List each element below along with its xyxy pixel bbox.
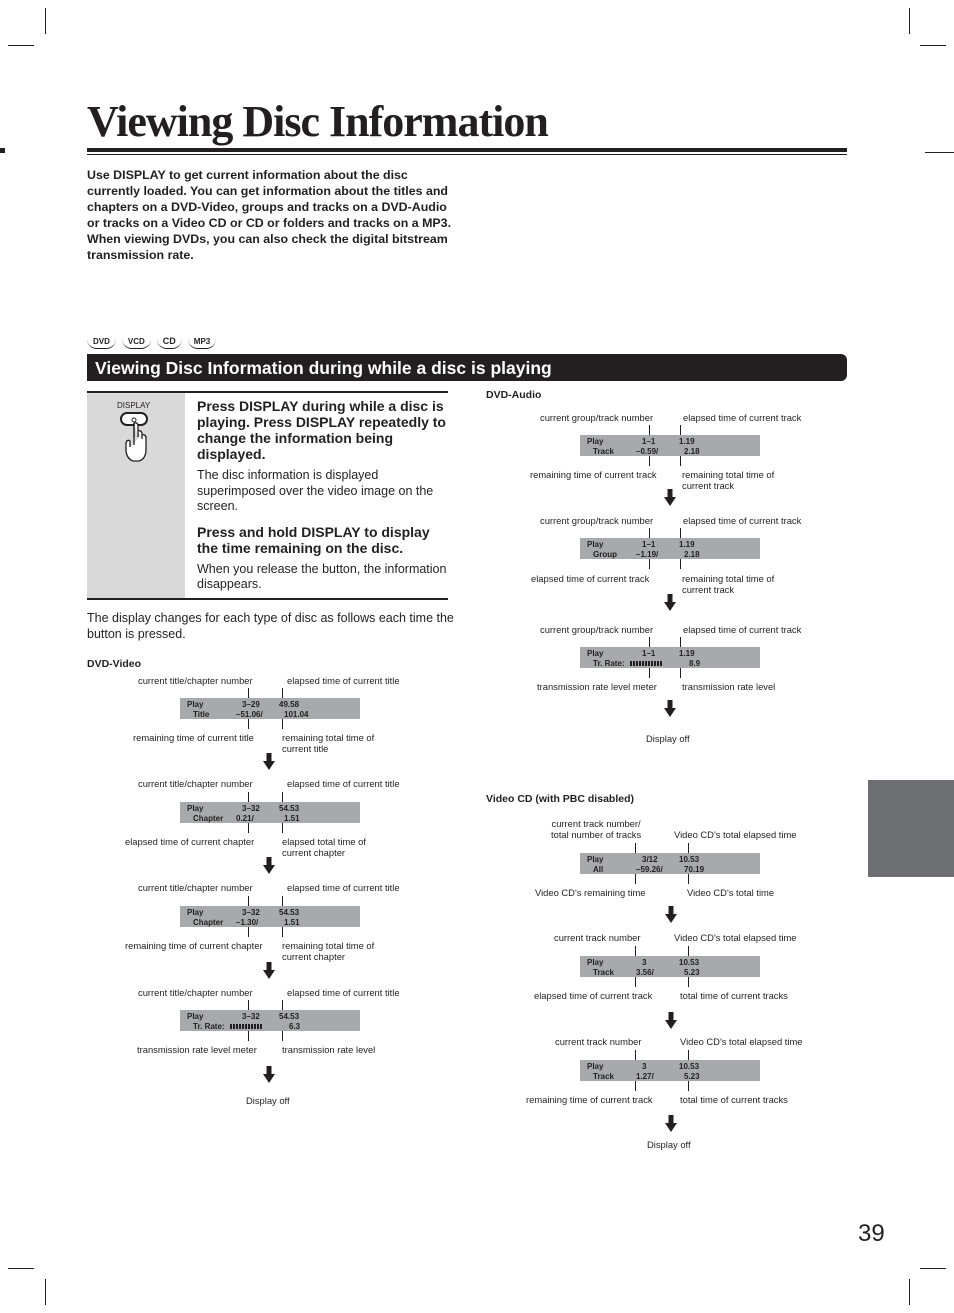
display-value: Play	[187, 908, 204, 917]
display-value: Group	[593, 550, 617, 559]
display-value: 3–32	[242, 908, 260, 917]
leader-line	[688, 1081, 689, 1091]
display-value: –59.26/	[636, 865, 663, 874]
top-right-label: Video CD's total elapsed time	[674, 829, 797, 840]
display-value: 1.51	[284, 918, 300, 927]
leader-line	[248, 896, 249, 906]
bottom-right-label: remaining total time of current track	[682, 573, 775, 595]
bottom-left-label: remaining time of current track	[526, 1094, 653, 1105]
display-value: 2.18	[684, 550, 700, 559]
leader-line	[688, 843, 689, 853]
display-value: Chapter	[193, 918, 224, 927]
registration-mark	[925, 152, 954, 153]
badge-mp3: MP3	[188, 336, 216, 349]
step-body-2: When you release the button, the information disappears.	[197, 561, 447, 591]
crop-mark	[8, 45, 34, 46]
display-value: Play	[587, 855, 604, 864]
leader-line	[248, 823, 249, 833]
display-value: 1.19	[679, 540, 695, 549]
leader-line	[635, 843, 636, 853]
bottom-left-label: remaining time of current track	[530, 469, 657, 480]
top-left-label: current track number	[555, 1036, 642, 1047]
top-right-label: elapsed time of current title	[287, 882, 400, 893]
title-rule	[87, 148, 847, 152]
leader-line	[680, 559, 681, 569]
display-screen	[580, 853, 760, 874]
section-title: Viewing Disc Information during while a disc is playing	[95, 358, 552, 378]
dvd-video-display-off: Display off	[246, 1095, 290, 1106]
registration-mark	[0, 148, 5, 153]
crop-mark	[909, 1279, 910, 1305]
badge-vcd: VCD	[122, 336, 151, 349]
display-changes-text: The display changes for each type of disc as follows each time the button is pressed.	[87, 611, 454, 641]
display-value: Play	[587, 540, 604, 549]
display-value: 1.27/	[636, 1072, 654, 1081]
bottom-right-label: total time of current tracks	[680, 990, 788, 1001]
display-value: –1.19/	[636, 550, 659, 559]
leader-line	[282, 896, 283, 906]
crop-mark	[920, 1268, 946, 1269]
down-arrow-icon	[263, 753, 275, 770]
display-value: Play	[587, 1062, 604, 1071]
leader-line	[635, 1081, 636, 1091]
rate-level-meter	[230, 1022, 263, 1031]
top-right-label: elapsed time of current title	[287, 778, 400, 789]
display-value: 101.04	[284, 710, 309, 719]
leader-line	[680, 456, 681, 466]
crop-mark	[45, 8, 46, 34]
leader-line	[680, 668, 681, 678]
display-value: 1.19	[679, 437, 695, 446]
display-value: 3/12	[642, 855, 658, 864]
display-value: 54.53	[279, 1012, 300, 1021]
display-value: –51.06/	[236, 710, 263, 719]
bottom-left-label: transmission rate level meter	[537, 681, 657, 692]
display-value: 10.53	[679, 855, 700, 864]
crop-mark	[920, 45, 946, 46]
display-value: 3–32	[242, 804, 260, 813]
display-value: Play	[587, 437, 604, 446]
leader-line	[635, 1050, 636, 1060]
display-screen	[180, 698, 360, 719]
leader-line	[635, 977, 636, 987]
top-right-label: elapsed time of current track	[683, 412, 802, 423]
display-value: 3–32	[242, 1012, 260, 1021]
display-value: 3–29	[242, 700, 260, 709]
bottom-right-label: transmission rate level	[682, 681, 776, 692]
display-value: 0.21/	[236, 814, 254, 823]
display-screen	[580, 538, 760, 559]
leader-line	[248, 719, 249, 729]
display-value: Play	[587, 649, 604, 658]
bottom-right-label: remaining total time of current chapter	[282, 940, 375, 962]
display-value: Title	[193, 710, 210, 719]
bottom-right-label: remaining total time of current title	[282, 732, 375, 754]
bottom-right-label: elapsed total time of current chapter	[282, 836, 366, 858]
display-value: 3.56/	[636, 968, 654, 977]
display-value: 1.51	[284, 814, 300, 823]
bottom-left-label: Video CD's remaining time	[535, 887, 646, 898]
top-right-label: elapsed time of current title	[287, 987, 400, 998]
top-left-label: current group/track number	[540, 624, 654, 635]
display-value: 2.18	[684, 447, 700, 456]
display-value: Play	[187, 1012, 204, 1021]
badge-dvd: DVD	[87, 336, 116, 349]
top-left-label: current title/chapter number	[138, 675, 253, 686]
display-value: 10.53	[679, 1062, 700, 1071]
leader-line	[688, 1050, 689, 1060]
down-arrow-icon	[664, 594, 676, 611]
page-number: 39	[858, 1220, 885, 1247]
bottom-right-label: Video CD's total time	[687, 887, 775, 898]
step-box	[87, 391, 448, 600]
top-left-label: current group/track number	[540, 412, 654, 423]
display-value: 1.19	[679, 649, 695, 658]
bottom-left-label: transmission rate level meter	[137, 1044, 257, 1055]
display-value: 3	[642, 958, 647, 967]
leader-line	[282, 1000, 283, 1010]
step-content	[197, 398, 447, 602]
display-value: All	[593, 865, 604, 874]
leader-line	[649, 668, 650, 678]
leader-line	[688, 874, 689, 884]
bottom-left-label: elapsed time of current chapter	[125, 836, 255, 847]
step-heading-2: Press and hold DISPLAY to display the time remaining on the disc.	[197, 523, 430, 556]
dvd-audio-label: DVD-Audio	[486, 389, 542, 401]
leader-line	[635, 874, 636, 884]
top-left-label: current title/chapter number	[138, 987, 253, 998]
leader-line	[635, 946, 636, 956]
display-value: 5.23	[684, 968, 700, 977]
leader-line	[680, 425, 681, 435]
display-value: Play	[187, 804, 204, 813]
display-value: 1–1	[642, 540, 656, 549]
top-right-label: elapsed time of current title	[287, 675, 400, 686]
hand-press-icon	[117, 411, 159, 465]
leader-line	[248, 792, 249, 802]
display-value: 54.53	[279, 908, 300, 917]
bottom-left-label: elapsed time of current track	[531, 573, 650, 584]
display-value: Play	[187, 700, 204, 709]
top-left-label: current group/track number	[540, 515, 654, 526]
dvd-video-label: DVD-Video	[87, 658, 142, 670]
bottom-left-label: remaining time of current chapter	[125, 940, 263, 951]
display-value: 70.19	[684, 865, 705, 874]
dvd-audio-display-off: Display off	[646, 733, 690, 744]
display-screen	[580, 956, 760, 977]
crop-mark	[8, 1268, 34, 1269]
disc-type-badges	[87, 336, 216, 349]
leader-line	[282, 823, 283, 833]
video-cd-display-off: Display off	[647, 1139, 691, 1150]
step-panel	[87, 393, 185, 598]
leader-line	[649, 456, 650, 466]
leader-line	[649, 425, 650, 435]
display-value: –1.30/	[236, 918, 259, 927]
leader-line	[282, 688, 283, 698]
leader-line	[680, 637, 681, 647]
top-left-label: current track number	[554, 932, 641, 943]
down-arrow-icon	[263, 1066, 275, 1083]
display-value: 49.58	[279, 700, 300, 709]
down-arrow-icon	[664, 489, 676, 506]
display-value: 10.53	[679, 958, 700, 967]
badge-cd: CD	[157, 336, 182, 349]
leader-line	[248, 1031, 249, 1041]
bottom-right-label: remaining total time of current track	[682, 469, 775, 491]
display-screen	[580, 435, 760, 456]
intro-text: Use DISPLAY to get current information about the disc currently loaded. You can get information about the titles and chapters on a DVD-Video, groups and tracks on a DVD-Audio or tracks on a Video CD or CD or folders and tracks on a MP3. When viewing DVDs, you can also check the digital bitstream transmission rate.	[87, 168, 452, 262]
display-value: 54.53	[279, 804, 300, 813]
page-title: Viewing Disc Information	[87, 97, 548, 146]
leader-line	[282, 719, 283, 729]
leader-line	[649, 637, 650, 647]
leader-line	[680, 528, 681, 538]
display-screen	[180, 906, 360, 927]
leader-line	[282, 927, 283, 937]
down-arrow-icon	[665, 1115, 677, 1132]
leader-line	[688, 946, 689, 956]
down-arrow-icon	[263, 857, 275, 874]
section-header-bar	[87, 354, 847, 381]
leader-line	[282, 792, 283, 802]
display-screen	[580, 647, 760, 668]
display-value: 8.9	[689, 659, 701, 668]
display-value: Tr. Rate:	[193, 1022, 225, 1031]
display-value: Tr. Rate:	[593, 659, 625, 668]
leader-line	[649, 528, 650, 538]
down-arrow-icon	[664, 700, 676, 717]
display-value: 5.23	[684, 1072, 700, 1081]
rate-level-meter	[630, 659, 663, 668]
leader-line	[688, 977, 689, 987]
bottom-left-label: remaining time of current title	[133, 732, 254, 743]
top-right-label: elapsed time of current track	[683, 624, 802, 635]
display-value: 3	[642, 1062, 647, 1071]
crop-mark	[45, 1279, 46, 1305]
video-cd-label: Video CD (with PBC disabled)	[486, 793, 634, 805]
display-value: Chapter	[193, 814, 224, 823]
display-button-label: DISPLAY	[117, 401, 151, 410]
display-value: Track	[593, 1072, 614, 1081]
bottom-right-label: total time of current tracks	[680, 1094, 788, 1105]
display-value: 1–1	[642, 649, 656, 658]
step-body-1: The disc information is displayed superimposed over the video image on the screen.	[197, 468, 434, 513]
side-tab	[868, 780, 954, 877]
display-screen	[180, 802, 360, 823]
down-arrow-icon	[665, 1012, 677, 1029]
leader-line	[248, 927, 249, 937]
top-right-label: Video CD's total elapsed time	[674, 932, 797, 943]
down-arrow-icon	[263, 962, 275, 979]
display-value: –0.59/	[636, 447, 659, 456]
display-value: 1–1	[642, 437, 656, 446]
step-heading-1: Press DISPLAY during while a disc is playing. Press DISPLAY repeatedly to change the information being displayed.	[197, 398, 446, 462]
bottom-left-label: elapsed time of current track	[534, 990, 653, 1001]
title-rule-thin	[87, 154, 847, 155]
bottom-right-label: transmission rate level	[282, 1044, 376, 1055]
leader-line	[248, 1000, 249, 1010]
display-value: 6.3	[289, 1022, 301, 1031]
display-screen	[580, 1060, 760, 1081]
top-left-label: current title/chapter number	[138, 778, 253, 789]
display-value: Play	[587, 958, 604, 967]
leader-line	[248, 688, 249, 698]
display-value: Track	[593, 968, 614, 977]
display-value: Track	[593, 447, 614, 456]
top-left-label: current title/chapter number	[138, 882, 253, 893]
leader-line	[282, 1031, 283, 1041]
display-screen	[180, 1010, 360, 1031]
top-right-label: elapsed time of current track	[683, 515, 802, 526]
crop-mark	[909, 8, 910, 34]
leader-line	[649, 559, 650, 569]
down-arrow-icon	[665, 906, 677, 923]
top-right-label: Video CD's total elapsed time	[680, 1036, 803, 1047]
top-left-label: current track number/ total number of tracks	[551, 818, 642, 840]
